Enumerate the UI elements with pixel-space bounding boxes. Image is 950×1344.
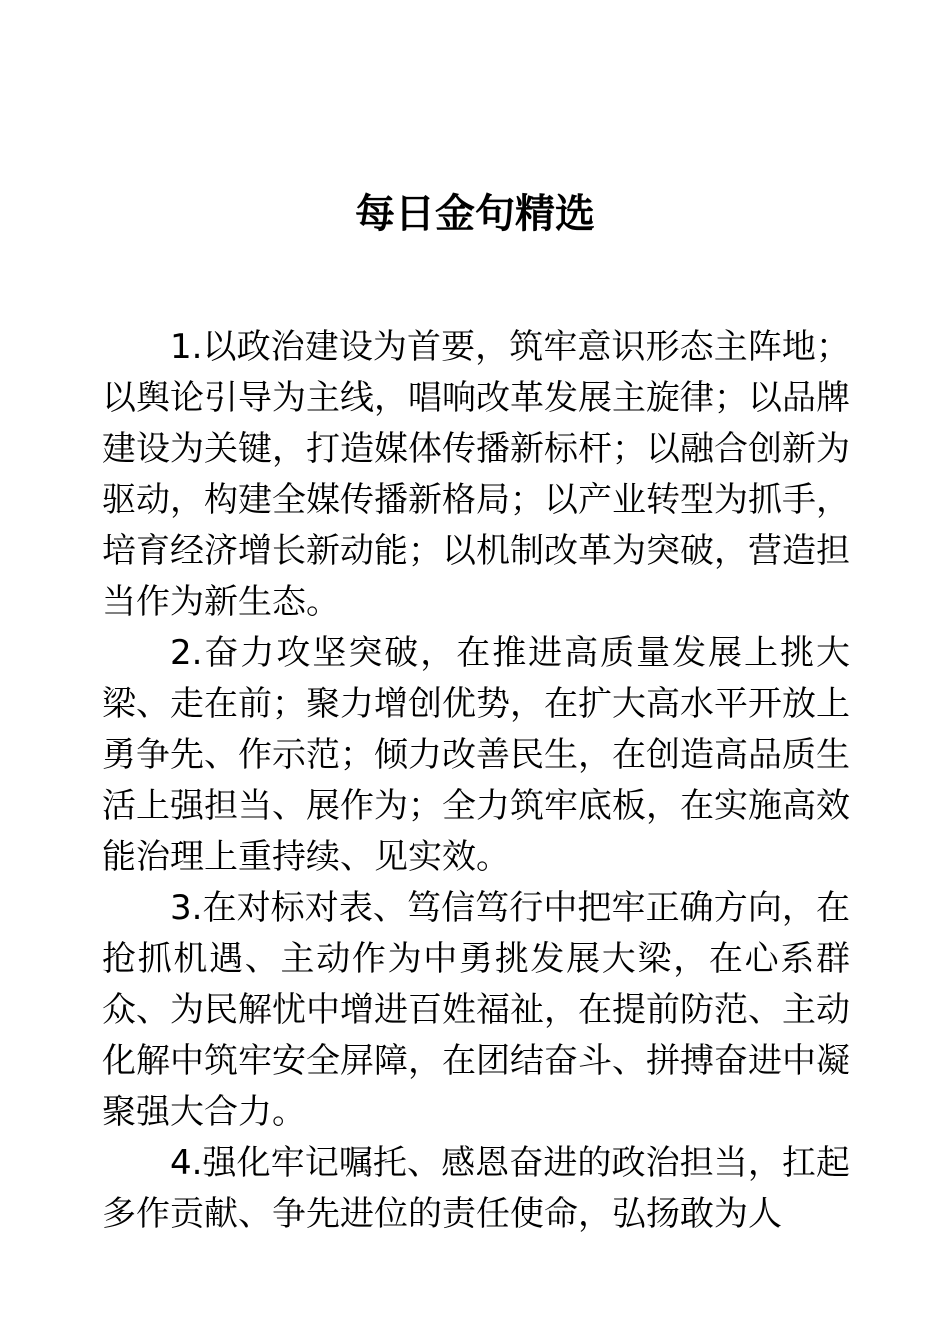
paragraph-4: 4.强化牢记嘱托、感恩奋进的政治担当，扛起多作贡献、争先进位的责任使命，弘扬敢为人 xyxy=(102,1143,850,1234)
document-body xyxy=(102,322,850,1240)
paragraph-3: 3.在对标对表、笃信笃行中把牢正确方向，在抢抓机遇、主动作为中勇挑发展大梁，在心系群众、为民解忧中增进百姓福祉，在提前防范、主动化解中筑牢安全屏障，在团结奋斗、拼搏奋进中凝聚强大合力。 xyxy=(102,888,850,1132)
paragraph-2: 2.奋力攻坚突破，在推进高质量发展上挑大梁、走在前；聚力增创优势，在扩大高水平开放上勇争先、作示范；倾力改善民生，在创造高品质生活上强担当、展作为；全力筑牢底板，在实施高效能治理上重持续、见实效。 xyxy=(102,633,850,877)
paragraph-1: 1.以政治建设为首要，筑牢意识形态主阵地；以舆论引导为主线，唱响改革发展主旋律；以品牌建设为关键，打造媒体传播新标杆；以融合创新为驱动，构建全媒传播新格局；以产业转型为抓手，培育经济增长新动能；以机制改革为突破，营造担当作为新生态。 xyxy=(102,327,850,622)
page-title: 每日金句精选 xyxy=(355,190,595,237)
